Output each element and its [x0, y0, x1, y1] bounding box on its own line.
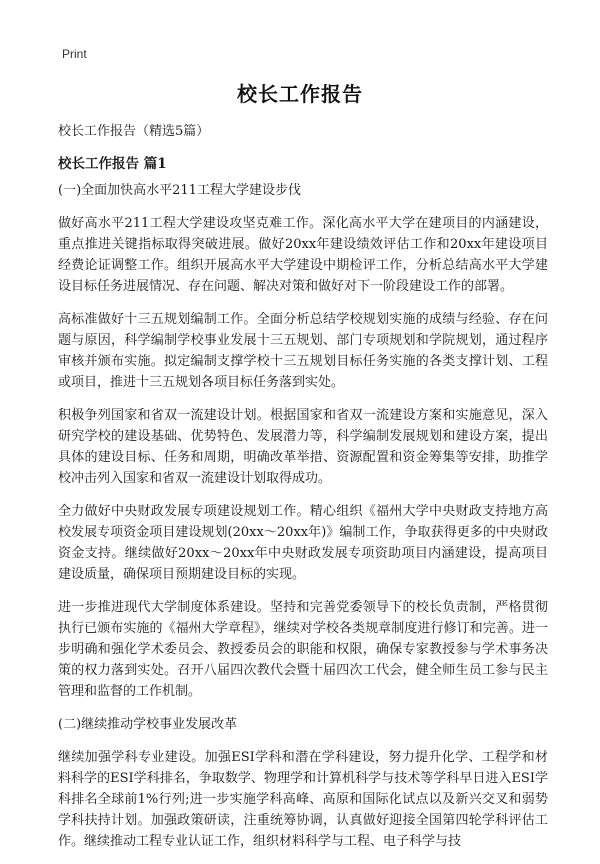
paragraph: 进一步推进现代大学制度体系建设。坚持和完善党委领导下的校长负责制，严格贯彻执行已颁布实施的《福州大学章程》，继续对学校各类规章制度进行修订和完善。进一步明确和强化学术委员会、教授委员会的职能和权限，确保专家教授参与学术事务决策的权力落到实处。召开八届四次教代会暨十届四次工代会，健全师生员工参与民主管理和监督的工作机制。	[58, 600, 548, 699]
paragraph: 高标准做好十三五规划编制工作。全面分析总结学校规划实施的成绩与经验、存在问题与原因，科学编制学校事业发展十三五规划、部门专项规划和学院规划，通过程序审核并颁布实施。拟定编制支撑学校十三五规划目标任务实施的各类支撑计划、工程或项目，推进十三五规划各项目标任务落到实处。	[58, 312, 548, 390]
paragraph: 做好高水平211工程大学建设攻坚克难工作。深化高水平大学在建项目的内涵建设，重点推进关键指标取得突破进展。做好20xx年建设绩效评估工作和20xx年建设项目经费论证调整工作。组织开展高水平大学建设中期检评工作，分析总结高水平大学建设目标任务进展情况、存在问题、解决对策和做好对下一阶段建设工作的部署。	[58, 216, 548, 294]
paragraph: 继续加强学科专业建设。加强ESI学科和潜在学科建设，努力提升化学、工程学和材料科学的ESI学科排名，争取数学、物理学和计算机科学与技术等学科早日进入ESI学科排名全球前1%行列;进一步实施学科高峰、高原和国际化试点以及新兴交叉和弱势学科扶持计划。加强政策研读，注重统筹协调，认真做好迎接全国第四轮学科评估工作。继续推动工程专业认证工作，组织材料科学与工程、电子科学与技	[58, 750, 548, 849]
document-body	[58, 180, 548, 864]
section-heading: 校长工作报告 篇1	[58, 156, 167, 172]
paragraph: 全力做好中央财政发展专项建设规划工作。精心组织《福州大学中央财政支持地方高校发展专项资金项目建设规划(20xx～20xx年)》编制工作，争取获得更多的中央财政资金支持。继续做好20xx～20xx年中央财政发展专项资助项目内涵建设，提高项目建设质量，确保项目预期建设目标的实现。	[58, 504, 548, 582]
paragraph: 积极争列国家和省双一流建设计划。根据国家和省双一流建设方案和实施意见，深入研究学校的建设基础、优势特色、发展潜力等，科学编制发展规划和建设方案，提出具体的建设目标、任务和周期，明确改革举措、资源配置和资金筹集等安排，助推学校冲击列入国家和省双一流建设计划取得成功。	[58, 408, 548, 486]
subheading-1: (一)全面加快高水平211工程大学建设步伐	[58, 183, 301, 198]
document-title: 校长工作报告	[237, 82, 363, 106]
print-label[interactable]: Print	[62, 47, 87, 61]
subheading-2: (二)继续推动学校事业发展改革	[58, 717, 238, 732]
document-subtitle: 校长工作报告（精选5篇）	[58, 124, 210, 139]
